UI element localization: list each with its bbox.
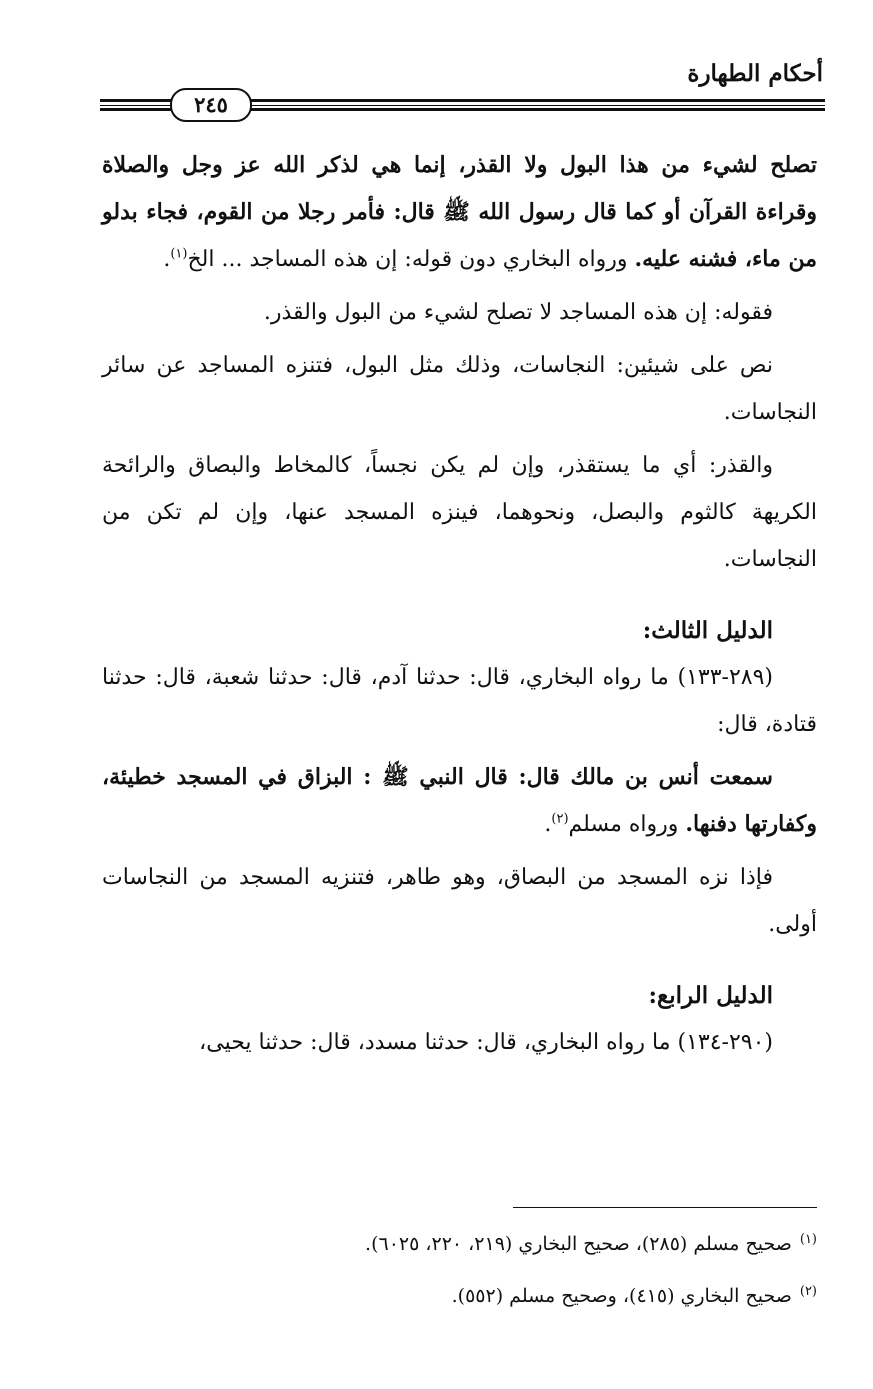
paragraph: (٢٩٠-١٣٤) ما رواه البخاري، قال: حدثنا مسدد، قال: حدثنا يحيى،	[199, 1030, 773, 1055]
footnotes	[102, 1218, 817, 1322]
paragraph: (٢٨٩-١٣٣) ما رواه البخاري، قال: حدثنا آدم، قال: حدثنا شعبة، قال: حدثنا قتادة، قال:	[102, 665, 817, 737]
footnote-ref[interactable]: (٢)	[551, 811, 569, 827]
paragraph: نص على شيئين: النجاسات، وذلك مثل البول، فتنزه المساجد عن سائر النجاسات.	[102, 353, 817, 425]
footnote-item	[102, 1270, 817, 1322]
section-heading: الدليل الثالث:	[642, 617, 773, 644]
paragraph-text: ورواه مسلم	[568, 812, 686, 837]
paragraph-continued: تصلح لشيء من هذا البول ولا القذر، إنما هي لذكر الله عز وجل والصلاة وقراءة القرآن أو كما قال رسول الله ﷺ قال: فأمر رجلا من القوم، فجاء بدلو من ماء، فشنه عليه. ورواه البخاري دون قوله: إن هذه المساجد ... الخ$^{(١)}$.	[102, 152, 817, 272]
footnote-item	[102, 1218, 817, 1270]
paragraph: فقوله: إن هذه المساجد لا تصلح لشيء من البول والقذر.	[263, 300, 773, 325]
footnote-mark: (١)	[799, 1231, 817, 1247]
section-heading: الدليل الرابع:	[648, 982, 773, 1009]
main-text	[102, 142, 817, 1066]
paragraph: فإذا نزه المسجد من البصاق، وهو طاهر، فتنزيه المسجد من النجاسات أولى.	[102, 865, 817, 937]
footnote-text: صحيح البخاري (٤١٥)، وصحيح مسلم (٥٥٢).	[451, 1285, 792, 1307]
hadith-text: تصلح لشيء من هذا البول ولا القذر، إنما هي لذكر الله عز وجل والصلاة وقراءة القرآن أو كما قال رسول الله ﷺ قال: فأمر رجلا من القوم، فجاء بدلو من ماء، فشنه عليه.	[102, 152, 817, 272]
paragraph-text: ورواه البخاري دون قوله: إن هذه المساجد ... الخ	[187, 247, 635, 272]
running-title: أحكام الطهارة	[687, 60, 823, 87]
hadith-text: سمعت أنس بن مالك قال: قال النبي ﷺ : البزاق في المسجد خطيئة، وكفارتها دفنها.	[102, 764, 817, 837]
footnote-ref[interactable]: (١)	[170, 246, 188, 262]
footnote-mark: (٢)	[799, 1283, 817, 1299]
footnote-separator	[513, 1207, 817, 1208]
paragraph-hadith: سمعت أنس بن مالك قال: قال النبي ﷺ : البزاق في المسجد خطيئة، وكفارتها دفنها. ورواه مسلم$^{(٢)}$.	[102, 764, 817, 837]
page-number: ٢٤٥	[170, 88, 252, 122]
paragraph: والقذر: أي ما يستقذر، وإن لم يكن نجساً، كالمخاط والبصاق والرائحة الكريهة كالثوم والبصل، ونحوهما، فينزه المسجد عنها، وإن لم تكن من النجاسات.	[102, 453, 817, 572]
footnote-text: صحيح مسلم (٢٨٥)، صحيح البخاري (٢١٩، ٢٢٠، ٦٠٢٥).	[365, 1233, 792, 1255]
